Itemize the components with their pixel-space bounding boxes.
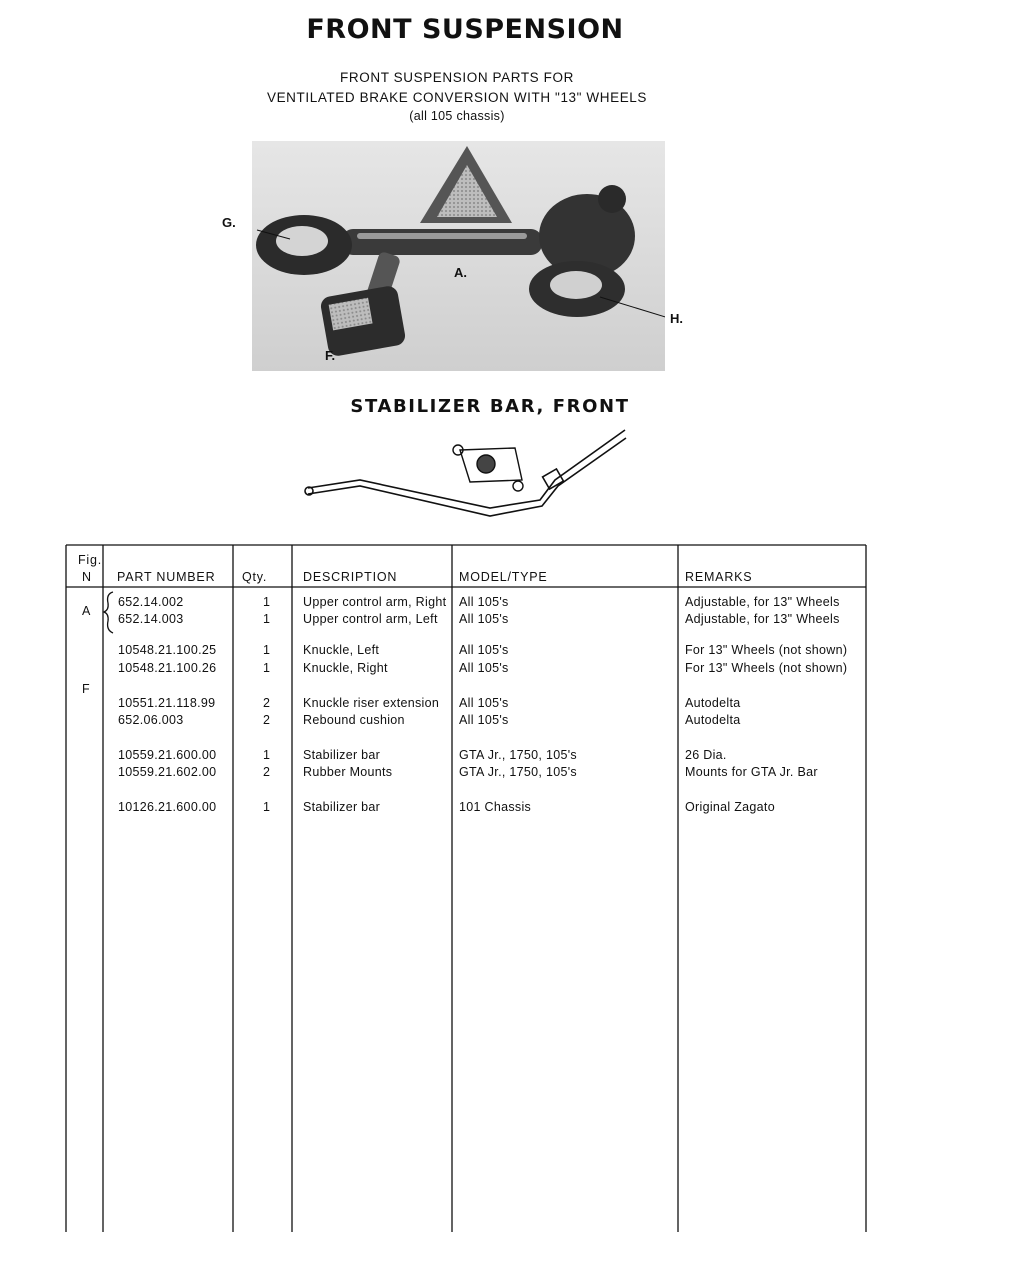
description-cell: Upper control arm, Left: [303, 612, 438, 626]
remarks-cell: 26 Dia.: [685, 748, 727, 762]
subtitle-line-3: (all 105 chassis): [409, 109, 505, 123]
qty-cell: 1: [263, 748, 271, 762]
part-number-cell: 10548.21.100.26: [118, 661, 217, 675]
remarks-cell: Mounts for GTA Jr. Bar: [685, 765, 818, 779]
part-number-cell: 10548.21.100.25: [118, 643, 217, 657]
model-type-cell: All 105's: [459, 595, 509, 609]
remarks-cell: Autodelta: [685, 696, 741, 710]
header-qty: Qty.: [242, 570, 268, 584]
part-number-cell: 652.14.002: [118, 595, 184, 609]
qty-cell: 1: [263, 800, 271, 814]
subtitle-line-1: FRONT SUSPENSION PARTS FOR: [340, 70, 574, 85]
fig-label-f: F: [82, 682, 90, 696]
remarks-cell: For 13" Wheels (not shown): [685, 661, 848, 675]
part-number-cell: 10559.21.602.00: [118, 765, 217, 779]
model-type-cell: All 105's: [459, 612, 509, 626]
qty-cell: 1: [263, 661, 271, 675]
qty-cell: 2: [263, 765, 271, 779]
model-type-cell: All 105's: [459, 696, 509, 710]
description-cell: Stabilizer bar: [303, 748, 381, 762]
callout-f: F.: [325, 348, 336, 363]
model-type-cell: All 105's: [459, 661, 509, 675]
page-title: FRONT SUSPENSION: [306, 14, 624, 45]
header-fig: Fig.: [78, 553, 103, 567]
suspension-parts-photo: [252, 141, 665, 371]
model-type-cell: 101 Chassis: [459, 800, 532, 814]
stabilizer-bar-title: STABILIZER BAR, FRONT: [350, 396, 630, 417]
qty-cell: 1: [263, 595, 271, 609]
qty-cell: 1: [263, 643, 271, 657]
header-part-number: PART NUMBER: [117, 570, 216, 584]
part-number-cell: 10551.21.118.99: [118, 696, 216, 710]
remarks-cell: For 13" Wheels (not shown): [685, 643, 848, 657]
description-cell: Knuckle, Right: [303, 661, 388, 675]
header-remarks: REMARKS: [685, 570, 753, 584]
callout-h: H.: [670, 311, 683, 326]
model-type-cell: All 105's: [459, 713, 509, 727]
qty-cell: 2: [263, 696, 271, 710]
description-cell: Knuckle riser extension: [303, 696, 440, 710]
part-number-cell: 10559.21.600.00: [118, 748, 217, 762]
callout-g: G.: [222, 215, 236, 230]
description-cell: Rubber Mounts: [303, 765, 393, 779]
remarks-cell: Original Zagato: [685, 800, 775, 814]
model-type-cell: GTA Jr., 1750, 105's: [459, 748, 577, 762]
subtitle-line-2: VENTILATED BRAKE CONVERSION WITH "13" WHEELS: [266, 90, 648, 105]
remarks-cell: Autodelta: [685, 713, 741, 727]
description-cell: Rebound cushion: [303, 713, 405, 727]
description-cell: Knuckle, Left: [303, 643, 380, 657]
header-fig-n: N: [82, 570, 92, 584]
qty-cell: 2: [263, 713, 271, 727]
model-type-cell: GTA Jr., 1750, 105's: [459, 765, 577, 779]
remarks-cell: Adjustable, for 13" Wheels: [685, 612, 840, 626]
part-number-cell: 652.14.003: [118, 612, 184, 626]
stabilizer-bar-drawing: [300, 420, 630, 522]
description-cell: Upper control arm, Right: [303, 595, 447, 609]
fig-label-a: A: [82, 604, 91, 618]
callout-a: A.: [454, 265, 467, 280]
description-cell: Stabilizer bar: [303, 800, 381, 814]
header-description: DESCRIPTION: [303, 570, 398, 584]
header-model-type: MODEL/TYPE: [459, 570, 548, 584]
model-type-cell: All 105's: [459, 643, 509, 657]
qty-cell: 1: [263, 612, 271, 626]
part-number-cell: 10126.21.600.00: [118, 800, 217, 814]
part-number-cell: 652.06.003: [118, 713, 184, 727]
remarks-cell: Adjustable, for 13" Wheels: [685, 595, 840, 609]
